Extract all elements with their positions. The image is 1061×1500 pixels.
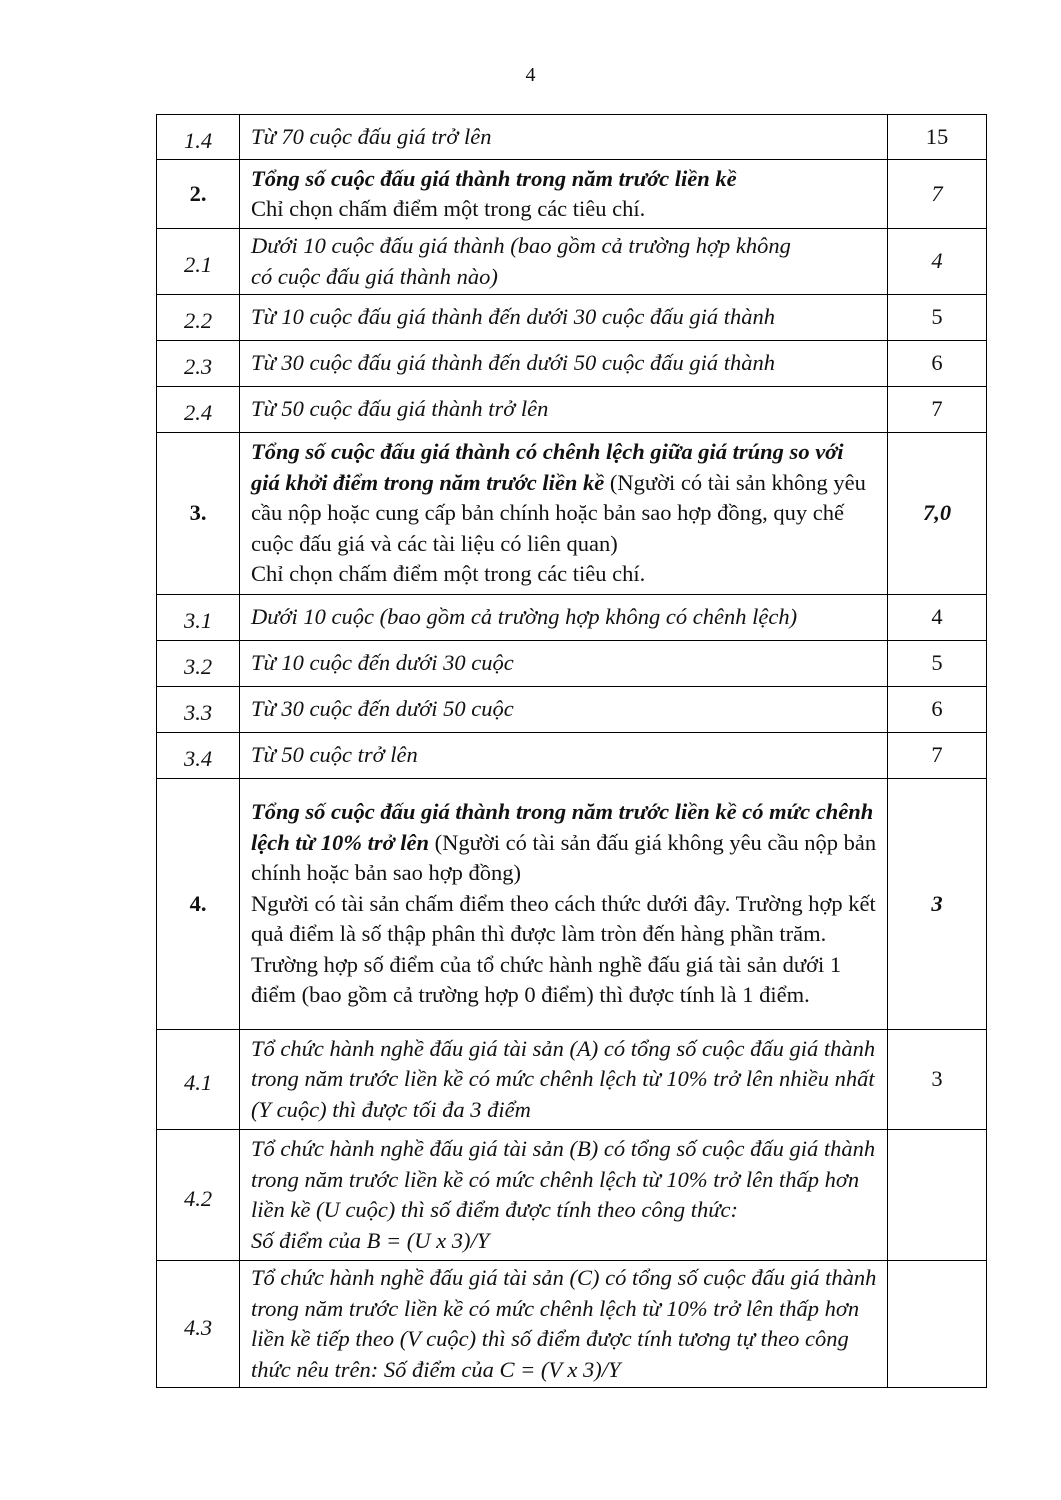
row-number: 2.2 <box>157 295 240 341</box>
row-number: 3.3 <box>157 687 240 733</box>
table-row <box>157 433 987 595</box>
row-paragraph: Trường hợp số điểm của tổ chức hành nghề đấu giá tài sản dưới 1 điểm (bao gồm cả trường hợp 0 điểm) thì được tính là 1 điểm. <box>251 951 842 1008</box>
row-score: 5 <box>888 295 987 341</box>
row-number: 4.2 <box>157 1130 240 1261</box>
row-number: 3.1 <box>157 595 240 641</box>
row-number: 4. <box>157 779 240 1030</box>
table-row <box>157 595 987 641</box>
row-score: 7 <box>888 733 987 779</box>
row-description <box>240 160 888 229</box>
row-score: 4 <box>888 595 987 641</box>
row-score: 6 <box>888 687 987 733</box>
row-description: Từ 10 cuộc đấu giá thành đến dưới 30 cuộc đấu giá thành <box>240 295 888 341</box>
row-description: Từ 30 cuộc đến dưới 50 cuộc <box>240 687 888 733</box>
row-description <box>240 1130 888 1261</box>
row-description <box>240 229 888 295</box>
row-description <box>240 433 888 595</box>
table-row <box>157 687 987 733</box>
row-heading: Tổng số cuộc đấu giá thành trong năm trước liền kề có mức chênh lệch từ 10% trở lên <box>251 799 874 855</box>
row-number: 4.1 <box>157 1030 240 1130</box>
table-row <box>157 160 987 229</box>
row-note: Chỉ chọn chấm điểm một trong các tiêu chí. <box>251 196 646 221</box>
row-description: Từ 50 cuộc trở lên <box>240 733 888 779</box>
row-score: 7,0 <box>888 433 987 595</box>
row-heading: Tổng số cuộc đấu giá thành trong năm trước liền kề <box>251 165 737 191</box>
row-number: 2.3 <box>157 341 240 387</box>
row-number: 3. <box>157 433 240 595</box>
row-score: 15 <box>888 115 987 160</box>
row-formula: Số điểm của B = (U x 3)/Y <box>251 1227 490 1253</box>
page-number: 4 <box>525 64 536 86</box>
row-number: 2. <box>157 160 240 229</box>
row-description: Từ 10 cuộc đến dưới 30 cuộc <box>240 641 888 687</box>
row-description: Từ 70 cuộc đấu giá trở lên <box>240 115 888 160</box>
row-description-line: có cuộc đấu giá thành nào) <box>251 263 498 289</box>
table-row <box>157 1261 987 1388</box>
table-row <box>157 1130 987 1261</box>
row-number: 3.4 <box>157 733 240 779</box>
table-row <box>157 229 987 295</box>
row-number: 2.4 <box>157 387 240 433</box>
row-body: (Người có tài sản đấu giá không yêu cầu nộp bản chính hoặc bản sao hợp đồng) <box>251 829 877 886</box>
row-description-line: Dưới 10 cuộc đấu giá thành (bao gồm cả trường hợp không <box>251 233 791 258</box>
table-row <box>157 733 987 779</box>
table-row <box>157 387 987 433</box>
table-row <box>157 1030 987 1130</box>
table-row <box>157 641 987 687</box>
row-score: 3 <box>888 1030 987 1130</box>
row-description: Dưới 10 cuộc (bao gồm cả trường hợp không có chênh lệch) <box>240 595 888 641</box>
row-description: Tổ chức hành nghề đấu giá tài sản (A) có tổng số cuộc đấu giá thành trong năm trước liền kề có mức chênh lệch từ 10% trở lên nhiều nhất (Y cuộc) thì được tối đa 3 điểm <box>240 1030 888 1130</box>
criteria-table <box>156 114 987 1388</box>
row-score: 6 <box>888 341 987 387</box>
row-score: 7 <box>888 160 987 229</box>
row-number: 1.4 <box>157 115 240 160</box>
row-body: (Người có tài sản không yêu cầu nộp hoặc cung cấp bản chính hoặc bản sao hợp đồng, quy chế cuộc đấu giá và các tài liệu có liên quan) <box>251 469 866 556</box>
row-score: 3 <box>888 779 987 1030</box>
row-description: Từ 50 cuộc đấu giá thành trở lên <box>240 387 888 433</box>
row-description: Tổ chức hành nghề đấu giá tài sản (C) có tổng số cuộc đấu giá thành trong năm trước liền kề có mức chênh lệch từ 10% trở lên thấp hơn liền kề tiếp theo (V cuộc) thì số điểm được tính tương tự theo công thức nêu trên: Số điểm của C = (V x 3)/Y <box>240 1261 888 1388</box>
row-score: 5 <box>888 641 987 687</box>
row-number: 2.1 <box>157 229 240 295</box>
row-score: 7 <box>888 387 987 433</box>
table-row <box>157 295 987 341</box>
row-score <box>888 1130 987 1261</box>
row-paragraph: Người có tài sản chấm điểm theo cách thức dưới đây. Trường hợp kết quả điểm là số thập phân thì được làm tròn đến hàng phần trăm. <box>251 890 876 947</box>
table-row <box>157 341 987 387</box>
row-number: 4.3 <box>157 1261 240 1388</box>
row-note: Chỉ chọn chấm điểm một trong các tiêu chí. <box>251 561 646 587</box>
row-description: Từ 30 cuộc đấu giá thành đến dưới 50 cuộc đấu giá thành <box>240 341 888 387</box>
row-description <box>240 779 888 1030</box>
row-number: 3.2 <box>157 641 240 687</box>
row-description-text: Tổ chức hành nghề đấu giá tài sản (B) có tổng số cuộc đấu giá thành trong năm trước liền kề có mức chênh lệch từ 10% trở lên thấp hơn liền kề (U cuộc) thì số điểm được tính theo công thức: <box>251 1136 876 1222</box>
row-score <box>888 1261 987 1388</box>
row-heading: Tổng số cuộc đấu giá thành có chênh lệch giữa giá trúng so với giá khởi điểm trong năm trước liền kề <box>251 439 844 495</box>
table-row <box>157 779 987 1030</box>
row-score: 4 <box>888 229 987 295</box>
table-row <box>157 115 987 160</box>
